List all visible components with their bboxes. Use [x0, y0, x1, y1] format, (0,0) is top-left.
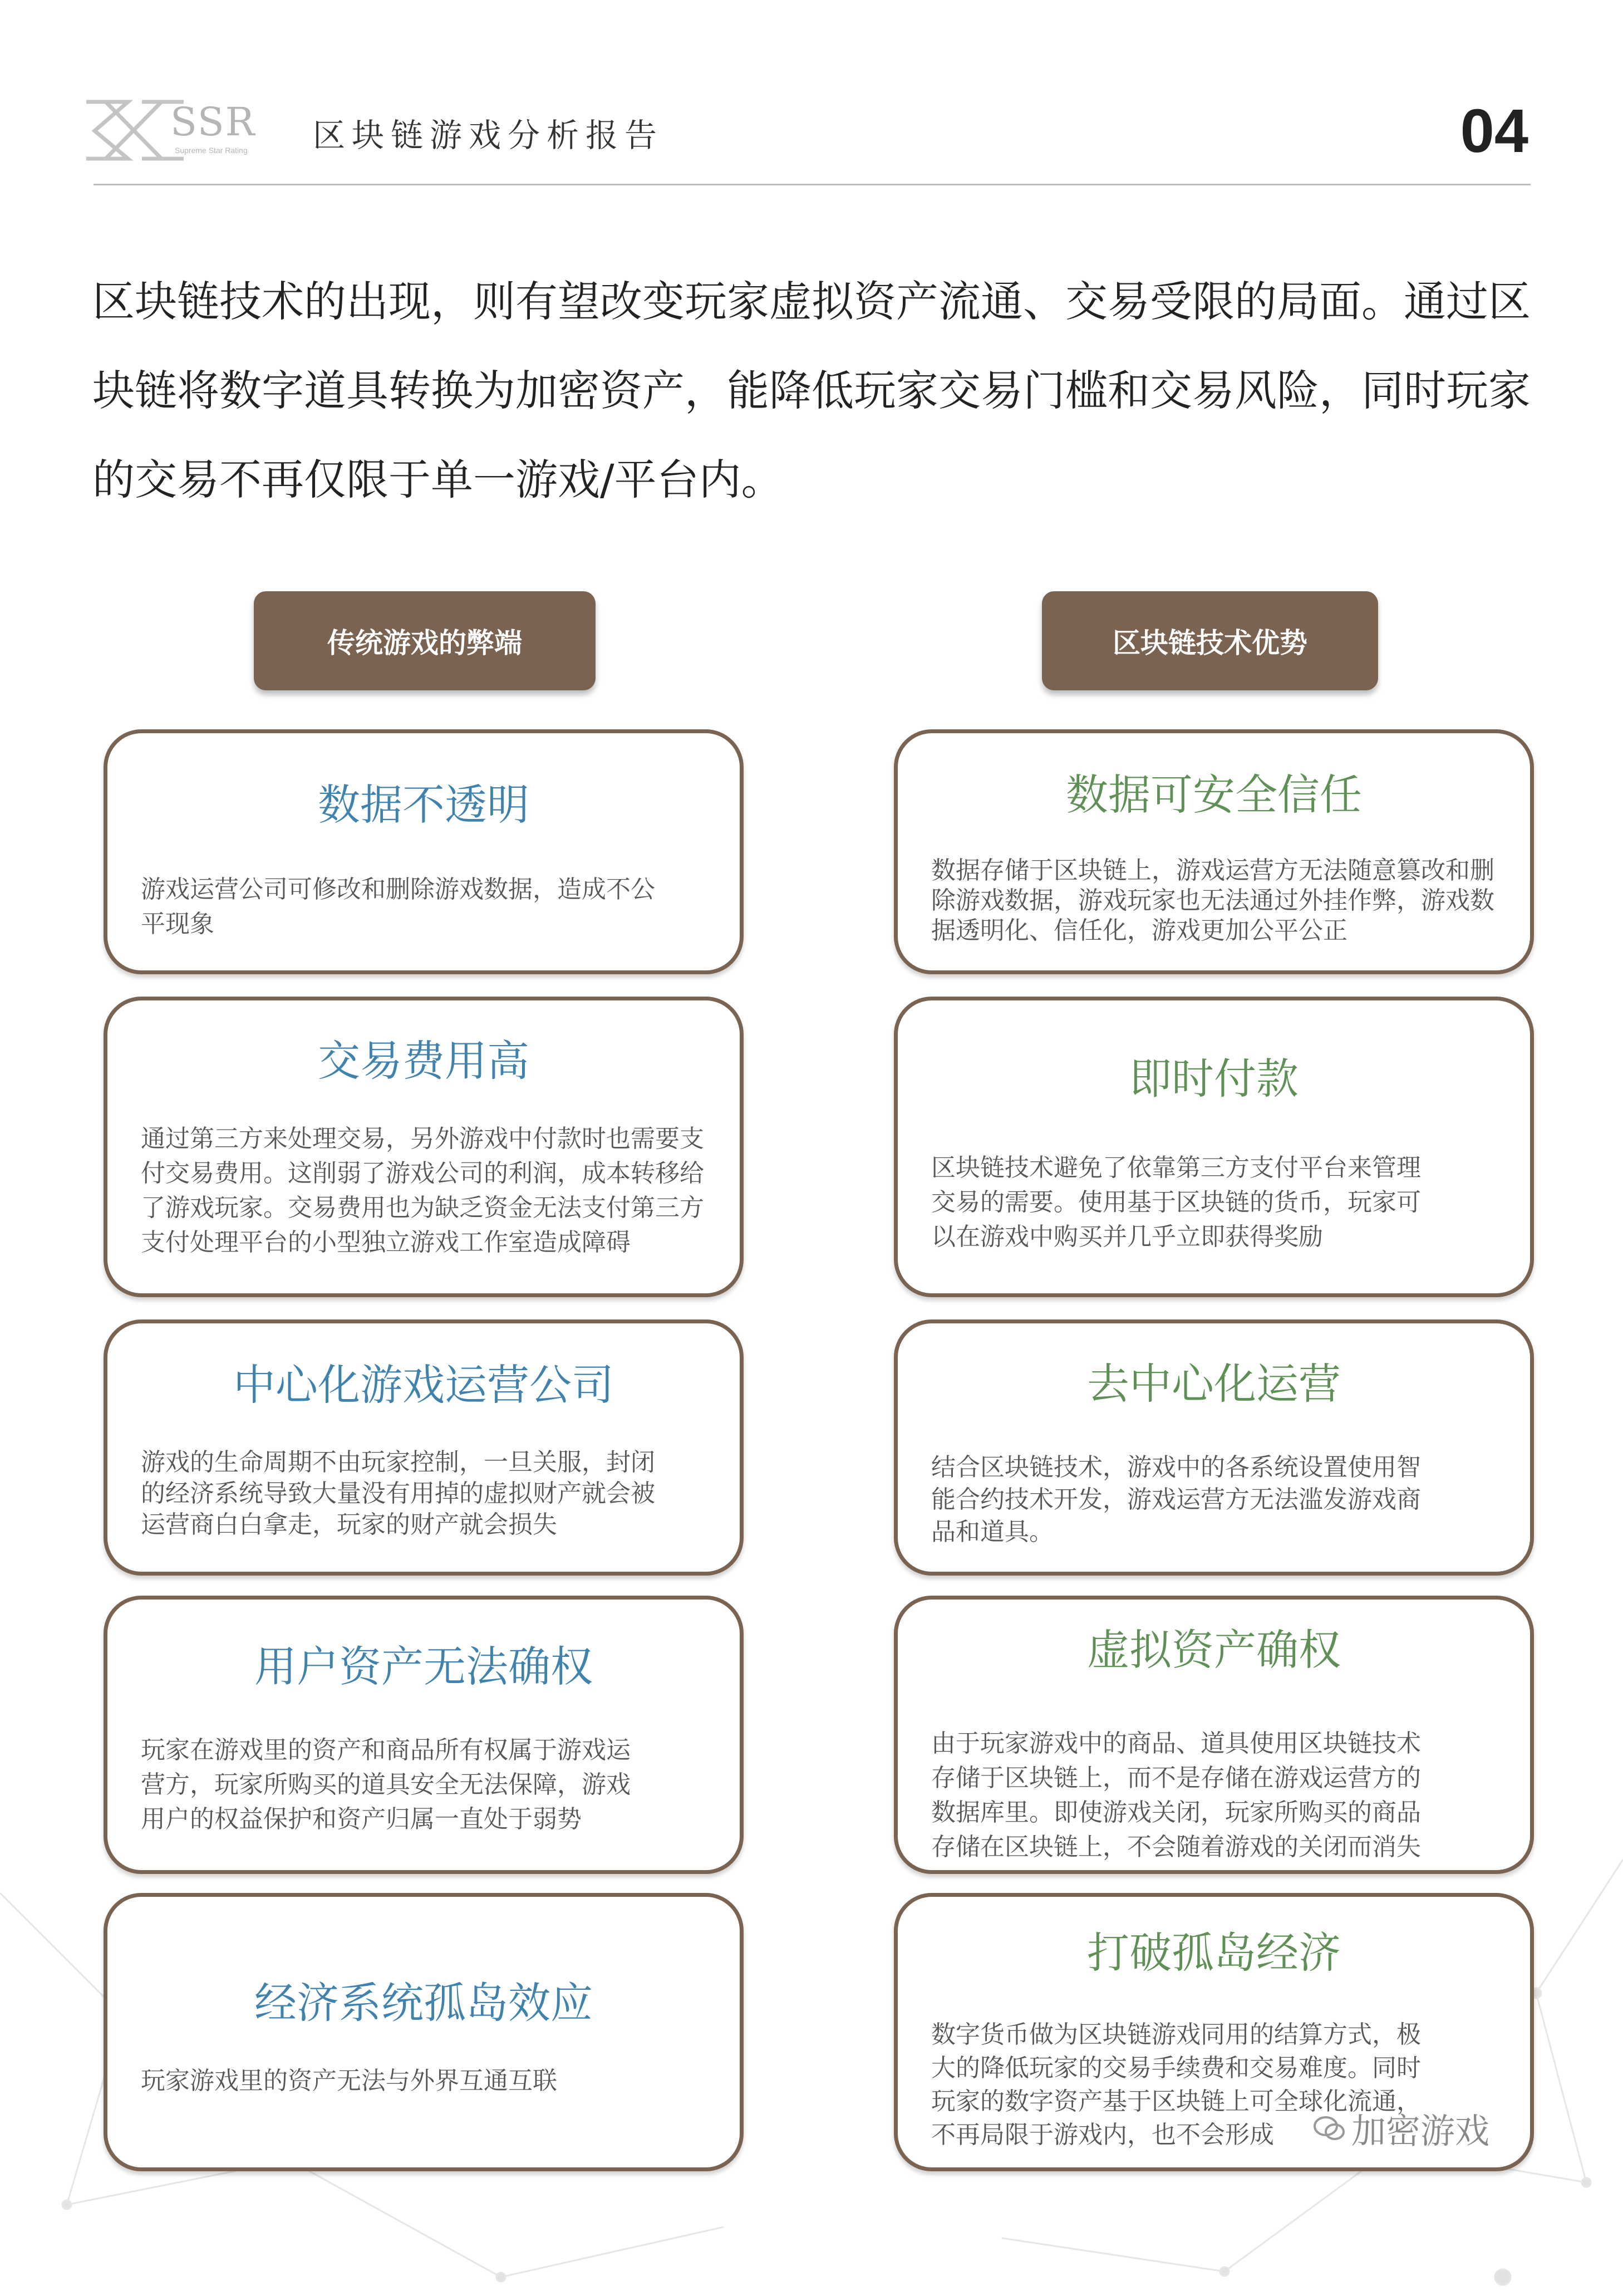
card-asset-ownership — [104, 1596, 744, 1874]
card-line: 结合区块链技术，游戏中的各系统设置使用智 — [931, 1453, 1421, 1481]
card-line: 区块链技术避免了依靠第三方支付平台来管理 — [931, 1154, 1421, 1182]
card-line: 以在游戏中购买并几乎立即获得奖励 — [931, 1223, 1323, 1251]
card-island-effect — [104, 1893, 744, 2171]
card-line: 了游戏玩家。交易费用也为缺乏资金无法支付第三方 — [141, 1194, 704, 1222]
card-opaque-data — [104, 729, 744, 974]
card-line: 品和道具。 — [931, 1518, 1054, 1546]
card-instant-payment — [894, 997, 1534, 1297]
card-line: 据透明化、信任化，游戏更加公平公正 — [931, 916, 1347, 945]
header-divider — [94, 184, 1531, 185]
card-line: 支付处理平台的小型独立游戏工作室造成障碍 — [141, 1228, 631, 1257]
card-line: 除游戏数据，游戏玩家也无法通过外挂作弊，游戏数 — [931, 886, 1494, 915]
page-number: 04 — [1460, 97, 1528, 165]
card-title: 数据可安全信任 — [1066, 770, 1362, 820]
card-line: 玩家的数字资产基于区块链上可全球化流通， — [931, 2087, 1421, 2116]
card-line: 大的降低玩家的交易手续费和交易难度。同时 — [931, 2054, 1421, 2082]
card-title: 经济系统孤岛效应 — [254, 1978, 593, 2028]
watermark-text: 加密游戏 — [1351, 2111, 1490, 2151]
card-body — [141, 872, 712, 941]
card-centralized-operator — [104, 1319, 744, 1576]
card-virtual-asset-rights — [894, 1596, 1534, 1874]
card-line: 的经济系统导致大量没有用掉的虚拟财产就会被 — [141, 1479, 655, 1508]
page-header — [0, 0, 1623, 189]
card-decentralized-operation — [894, 1319, 1534, 1576]
card-line: 不再局限于游戏内，也不会形成 — [931, 2121, 1274, 2149]
card-body — [931, 1726, 1502, 1865]
card-line: 数字货币做为区块链游戏同用的结算方式，极 — [931, 2020, 1421, 2049]
card-title: 用户资产无法确权 — [254, 1642, 593, 1691]
card-title: 数据不透明 — [318, 780, 529, 830]
wechat-icon — [1314, 2115, 1345, 2142]
left-column-header: 传统游戏的弊端 — [254, 591, 596, 690]
card-line: 存储在区块链上，不会随着游戏的关闭而消失 — [931, 1833, 1421, 1861]
intro-paragraph — [92, 257, 1540, 524]
card-title: 打破孤岛经济 — [1087, 1928, 1341, 1978]
card-title: 即时付款 — [1129, 1054, 1299, 1103]
card-body — [141, 1733, 712, 1837]
card-line: 营方，玩家所购买的道具安全无法保障，游戏 — [141, 1770, 631, 1799]
card-body — [931, 1151, 1502, 1254]
logo-subtext: Supreme Star Rating — [175, 146, 248, 155]
card-line: 付交易费用。这削弱了游戏公司的利润，成本转移给 — [141, 1159, 704, 1188]
intro-line: 块链将数字道具转换为加密资产，能降低玩家交易门槛和交易风险，同时玩家 — [92, 366, 1531, 415]
card-line: 平现象 — [141, 910, 214, 938]
card-title: 虚拟资产确权 — [1087, 1625, 1341, 1675]
card-line: 游戏运营公司可修改和删除游戏数据，造成不公 — [141, 875, 655, 904]
card-title: 去中心化运营 — [1087, 1359, 1341, 1409]
card-line: 游戏的生命周期不由玩家控制，一旦关服，封闭 — [141, 1448, 655, 1476]
card-line: 交易的需要。使用基于区块链的货币，玩家可 — [931, 1188, 1421, 1216]
intro-line: 区块链技术的出现，则有望改变玩家虚拟资产流通、交易受限的局面。通过区 — [92, 277, 1531, 326]
card-title: 中心化游戏运营公司 — [233, 1360, 614, 1410]
logo-text: SSR — [170, 99, 256, 145]
card-line: 通过第三方来处理交易，另外游戏中付款时也需要支 — [141, 1125, 704, 1153]
card-title: 交易费用高 — [318, 1036, 529, 1086]
card-body — [931, 1451, 1502, 1548]
right-column-header: 区块链技术优势 — [1042, 591, 1378, 690]
card-line: 运营商白白拿走，玩家的财产就会损失 — [141, 1510, 557, 1539]
card-body — [931, 856, 1502, 946]
watermark — [1314, 2103, 1489, 2153]
card-high-fees — [104, 997, 744, 1297]
card-line: 玩家游戏里的资产无法与外界互通互联 — [141, 2067, 557, 2095]
card-line: 由于玩家游戏中的商品、道具使用区块链技术 — [931, 1729, 1421, 1758]
card-line: 玩家在游戏里的资产和商品所有权属于游戏运 — [141, 1736, 631, 1764]
card-line: 用户的权益保护和资产归属一直处于弱势 — [141, 1805, 582, 1833]
card-line: 数据存储于区块链上，游戏运营方无法随意篡改和删 — [931, 856, 1494, 885]
card-body — [141, 1122, 712, 1260]
card-line: 数据库里。即使游戏关闭，玩家所购买的商品 — [931, 1798, 1421, 1827]
card-body — [141, 2064, 712, 2098]
card-line: 存储于区块链上，而不是存储在游戏运营方的 — [931, 1764, 1421, 1792]
report-title: 区块链游戏分析报告 — [313, 116, 664, 154]
card-body — [141, 1447, 712, 1541]
card-line: 能合约技术开发，游戏运营方无法滥发游戏商 — [931, 1485, 1421, 1514]
card-trusted-data — [894, 729, 1534, 974]
intro-line: 的交易不再仅限于单一游戏/平台内。 — [92, 455, 784, 504]
